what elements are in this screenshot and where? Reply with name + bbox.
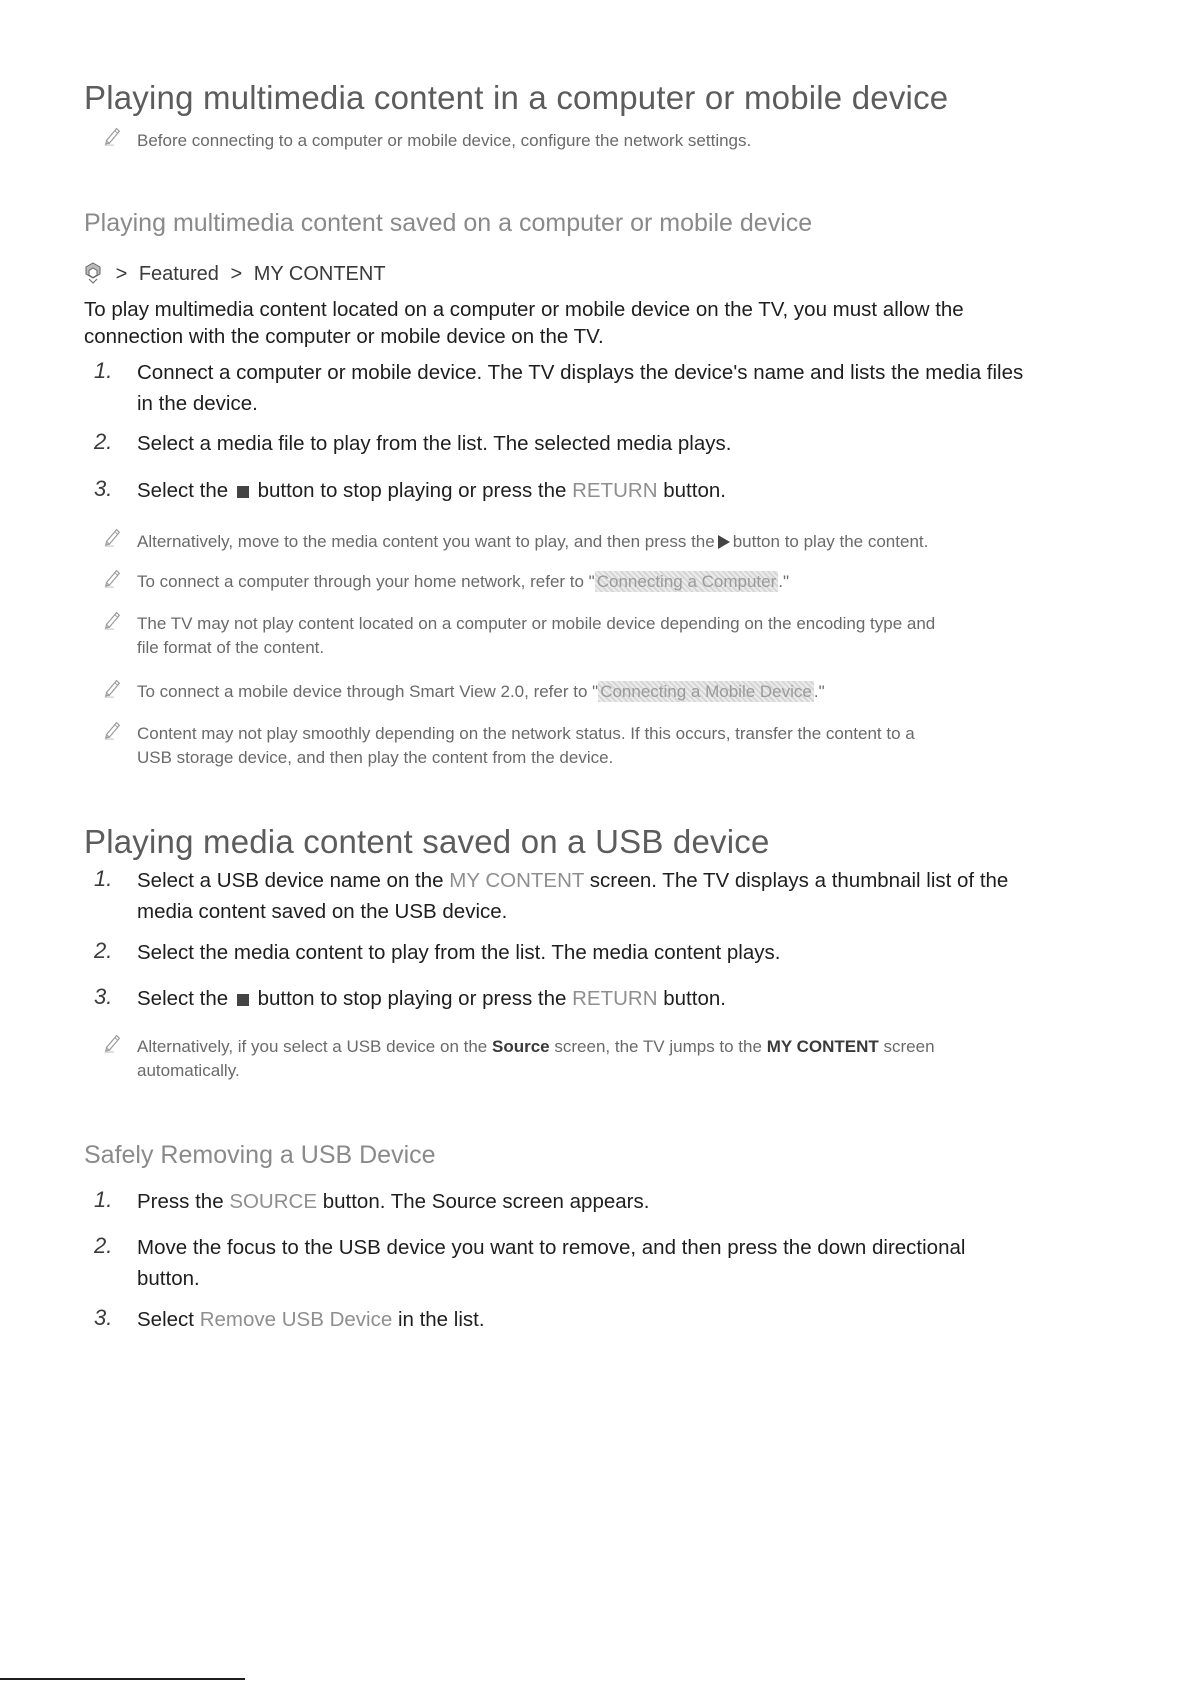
subsection-title-remove-usb: Safely Removing a USB Device bbox=[84, 1141, 436, 1169]
step-number: 3. bbox=[94, 1305, 113, 1330]
note-source-jump: automatically. bbox=[137, 1061, 240, 1080]
note-network-status: USB storage device, and then play the content from the device. bbox=[137, 748, 614, 767]
step-text: Press the SOURCE button. The Source screen appears. bbox=[137, 1190, 650, 1213]
step-text: Select the media content to play from the list. The media content plays. bbox=[137, 941, 781, 964]
stop-button-icon bbox=[237, 486, 249, 498]
smart-hub-icon bbox=[84, 262, 102, 284]
pencil-note-icon bbox=[102, 608, 122, 630]
pencil-note-icon bbox=[102, 676, 122, 698]
step-number: 3. bbox=[94, 476, 113, 501]
intro-line: connection with the computer or mobile device on the TV. bbox=[84, 325, 604, 348]
note-network-settings: Before connecting to a computer or mobile device, configure the network settings. bbox=[137, 131, 752, 150]
key-return: RETURN bbox=[572, 479, 658, 502]
section-title-computer: Playing multimedia content in a computer or mobile device bbox=[84, 79, 949, 116]
step-number: 2. bbox=[94, 429, 113, 454]
pencil-note-icon bbox=[102, 566, 122, 588]
step-number: 1. bbox=[94, 866, 113, 891]
step-number: 2. bbox=[94, 1233, 113, 1258]
pencil-note-icon bbox=[102, 124, 122, 146]
step-text: Select the button to stop playing or press the RETURN button. bbox=[137, 479, 726, 502]
bottom-rule bbox=[0, 1678, 245, 1680]
link-connecting-computer[interactable]: Connecting a Computer bbox=[596, 572, 777, 591]
note-source-jump: Alternatively, if you select a USB device on the Source screen, the TV jumps to the MY CONTENT screen bbox=[137, 1037, 935, 1056]
note-connect-computer: To connect a computer through your home network, refer to " Connecting a Computer ." bbox=[137, 572, 790, 591]
pencil-note-icon bbox=[102, 1031, 122, 1053]
step-text: Select a USB device name on the MY CONTENT screen. The TV displays a thumbnail list of the bbox=[137, 869, 1009, 892]
path-featured: Featured bbox=[138, 263, 219, 285]
note-smart-view: To connect a mobile device through Smart View 2.0, refer to " Connecting a Mobile Device ." bbox=[137, 682, 825, 701]
link-connecting-mobile[interactable]: Connecting a Mobile Device bbox=[600, 682, 812, 701]
step-text: Select the button to stop playing or press the RETURN button. bbox=[137, 987, 726, 1010]
path-separator: > bbox=[115, 263, 128, 285]
key-my-content: MY CONTENT bbox=[449, 869, 585, 892]
pencil-note-icon bbox=[102, 718, 122, 740]
path-separator: > bbox=[230, 263, 243, 285]
note-encoding: The TV may not play content located on a computer or mobile device depending on the encoding type and bbox=[137, 614, 936, 633]
key-remove-usb: Remove USB Device bbox=[199, 1308, 393, 1331]
stop-button-icon bbox=[237, 994, 249, 1006]
step-number: 2. bbox=[94, 938, 113, 963]
intro-line: To play multimedia content located on a computer or mobile device on the TV, you must allow the bbox=[84, 298, 964, 321]
subsection-title-computer: Playing multimedia content saved on a computer or mobile device bbox=[84, 209, 813, 237]
step-number: 1. bbox=[94, 358, 113, 383]
step-number: 3. bbox=[94, 984, 113, 1009]
key-source: Source bbox=[492, 1037, 550, 1056]
step-text: Move the focus to the USB device you want to remove, and then press the down directional bbox=[137, 1236, 966, 1259]
step-text: media content saved on the USB device. bbox=[137, 900, 508, 923]
section-title-usb: Playing media content saved on a USB device bbox=[84, 823, 770, 860]
step-text: in the device. bbox=[137, 392, 258, 415]
step-text: Select Remove USB Device in the list. bbox=[137, 1308, 485, 1331]
step-text: Select a media file to play from the list. The selected media plays. bbox=[137, 432, 732, 455]
pencil-note-icon bbox=[102, 525, 122, 547]
step-number: 1. bbox=[94, 1187, 113, 1212]
step-text: Connect a computer or mobile device. The TV displays the device's name and lists the media files bbox=[137, 361, 1024, 384]
note-encoding: file format of the content. bbox=[137, 638, 325, 657]
key-source: SOURCE bbox=[229, 1190, 318, 1213]
key-my-content: MY CONTENT bbox=[766, 1037, 879, 1056]
play-button-icon bbox=[718, 535, 730, 549]
note-alternative: Alternatively, move to the media content you want to play, and then press the button to play the content. bbox=[137, 532, 929, 551]
menu-path bbox=[84, 262, 386, 286]
key-return: RETURN bbox=[572, 987, 658, 1010]
note-network-status: Content may not play smoothly depending on the network status. If this occurs, transfer the content to a bbox=[137, 724, 915, 743]
path-my-content: MY CONTENT bbox=[253, 263, 386, 285]
step-text: button. bbox=[137, 1267, 200, 1290]
